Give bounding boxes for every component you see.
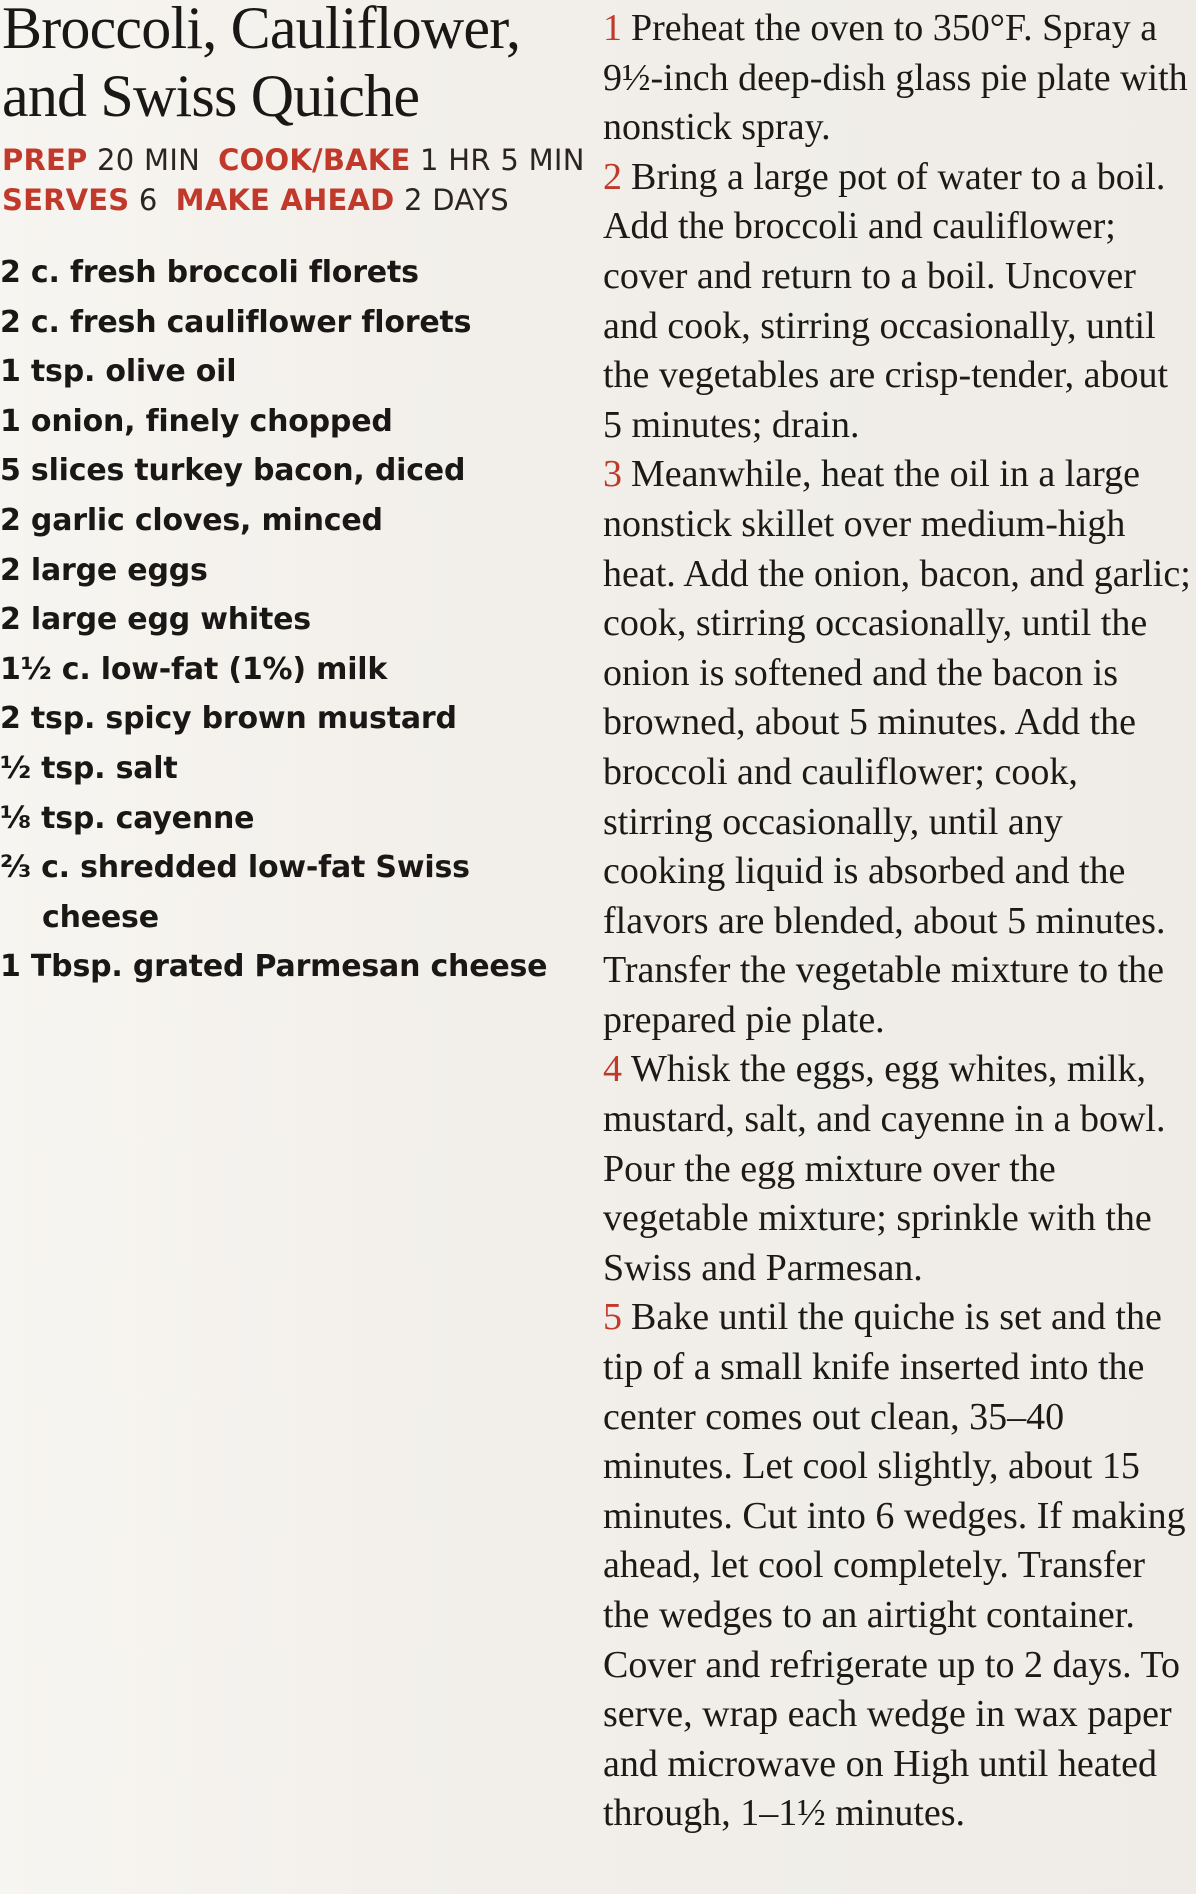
ingredient-item: 2 tsp. spicy brown mustard <box>0 701 457 737</box>
ingredient-item: 1½ c. low-fat (1%) milk <box>0 651 388 687</box>
cook-label: COOK/BAKE <box>218 143 411 177</box>
ingredient-item: 2 c. fresh cauliflower florets <box>0 304 472 340</box>
instruction-step-3 <box>603 450 1193 1045</box>
ingredient-item: 1 Tbsp. grated Parmesan cheese <box>0 949 548 985</box>
step-number: 1 <box>603 7 622 49</box>
instruction-step-5 <box>603 1293 1193 1839</box>
step-text: Whisk the eggs, egg whites, milk, mustard, salt, and cayenne in a bowl. Pour the egg mixture over the vegetable mixture; sprinkle with the Swiss and Parmesan. <box>603 1048 1166 1289</box>
step-number: 2 <box>603 155 622 198</box>
cook-value: 1 HR 5 MIN <box>420 143 585 177</box>
step-text: Bake until the quiche is set and the tip of a small knife inserted into the center comes out clean, 35–40 minutes. Let cool slightly, about 15 minutes. Cut into 6 wedges. If making ahead, let cool completely. Transfer the wedges to an airtight container. Cover and refrigerate up to 2 days. To serve, wrap each wedge in wax paper and microwave on High until heated through, 1–1½ minutes. <box>603 1296 1186 1835</box>
meta-line-1 <box>2 140 585 180</box>
ingredient-list <box>0 248 580 992</box>
step-text: Bring a large pot of water to a boil. Add the broccoli and cauliflower; cover and return to a boil. Uncover and cook, stirring occasionally, until the vegetables are crisp-tender, about 5 minutes; drain. <box>603 155 1169 446</box>
ingredient-item: ⅛ tsp. cayenne <box>0 800 255 836</box>
step-number: 4 <box>603 1048 622 1091</box>
serves-label: SERVES <box>2 183 130 217</box>
instruction-step-4 <box>603 1045 1193 1293</box>
serves-value: 6 <box>138 183 158 217</box>
ingredient-item: 1 onion, finely chopped <box>0 403 393 439</box>
recipe-title: Broccoli, Cauliflower, and Swiss Quiche <box>2 0 521 129</box>
instruction-step-1 <box>603 4 1193 153</box>
ingredient-item: 2 large egg whites <box>0 602 311 638</box>
step-text: Meanwhile, heat the oil in a large nonstick skillet over medium-high heat. Add the onion, bacon, and garlic; cook, stirring occasionally, until the onion is softened and the bacon is browned, about 5 minutes. Add the broccoli and cauliflower; cook, stirring occasionally, until any cooking liquid is absorbed and the flavors are blended, about 5 minutes. Transfer the vegetable mixture to the prepared pie plate. <box>603 453 1191 1041</box>
instruction-step-2 <box>603 153 1193 451</box>
ingredient-item: 2 c. fresh broccoli florets <box>0 255 419 290</box>
ingredient-item: ½ tsp. salt <box>0 750 178 786</box>
recipe-meta <box>2 140 585 220</box>
step-number: 5 <box>603 1296 622 1339</box>
step-number: 3 <box>603 453 622 496</box>
prep-value: 20 MIN <box>96 143 201 177</box>
step-text: Preheat the oven to 350°F. Spray a 9½-inch deep-dish glass pie plate with nonstick spray. <box>603 7 1188 149</box>
ingredient-item: 2 large eggs <box>0 552 208 588</box>
ingredient-item: ⅔ c. shredded low-fat Swiss cheese <box>0 850 470 935</box>
ingredient-item: 2 garlic cloves, minced <box>0 502 383 538</box>
instructions-column <box>603 4 1193 1839</box>
make-ahead-value: 2 DAYS <box>403 183 509 217</box>
make-ahead-label: MAKE AHEAD <box>175 183 395 217</box>
ingredient-item: 5 slices turkey bacon, diced <box>0 453 466 489</box>
prep-label: PREP <box>2 143 88 177</box>
ingredient-item: 1 tsp. olive oil <box>0 354 237 390</box>
meta-line-2 <box>2 180 585 220</box>
